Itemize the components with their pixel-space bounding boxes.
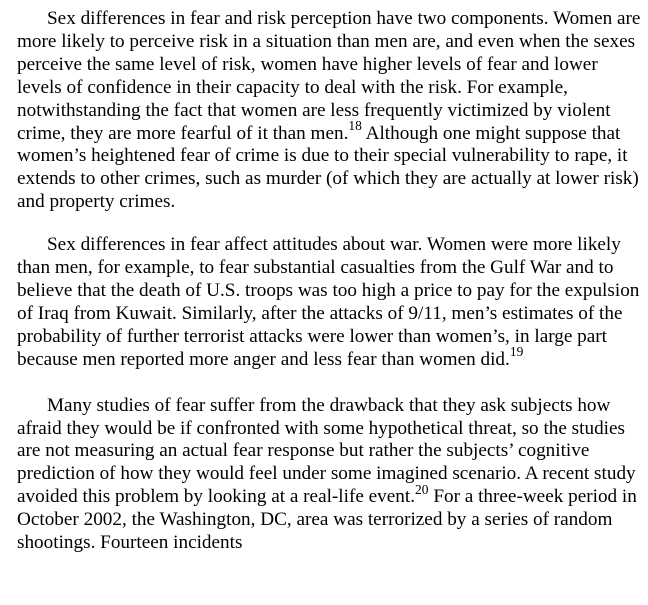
paragraph-text: Sex differences in fear affect attitudes about war. Women were more likely than men, for example, to fear substantial casualties from the Gulf War and to believe that the death of U.S. troops was too high a price to pay for the expulsion of Iraq from Kuwait. Similarly, after the attacks of 9/11, men’s estimates of the probability of further terrorist attacks were lower than women’s, in large part because men reported more anger and less fear than women did.	[17, 234, 640, 370]
paragraph-text: Although one might suppose that women’s heightened fear of crime is due to their special vulnerability to rape, it extends to other crimes, such as murder (of which they are actually at lower risk) and property crimes.	[17, 122, 639, 213]
paragraph-spacer	[17, 372, 641, 395]
footnote-marker: 18	[348, 118, 362, 134]
document-page	[17, 8, 641, 555]
footnote-marker: 20	[415, 481, 429, 497]
paragraph-text: For a three-week period in October 2002, the Washington, DC, area was terrorized by a series of random shootings. Fourteen incidents	[17, 486, 637, 554]
paragraph-text: Many studies of fear suffer from the drawback that they ask subjects how afraid they would be if confronted with some hypothetical threat, so the studies are not measuring an actual fear response but rather the subjects’ cognitive prediction of how they would feel under some imagined scenario. A recent study avoided this problem by looking at a real-life event.	[17, 394, 636, 508]
paragraph-text: Sex differences in fear and risk perception have two components. Women are more likely to perceive risk in a situation than men are, and even when the sexes perceive the same level of risk, women have higher levels of fear and lower levels of confidence in their capacity to deal with the risk. For example, notwithstanding the fact that women are less frequently victimized by violent crime, they are more fearful of it than men.	[17, 8, 641, 144]
footnote-marker: 19	[509, 344, 524, 360]
paragraph-spacer	[17, 214, 641, 234]
paragraph-sex-differences-fear-risk	[17, 8, 641, 214]
paragraph-attitudes-about-war	[17, 234, 641, 371]
paragraph-studies-of-fear	[17, 395, 641, 555]
